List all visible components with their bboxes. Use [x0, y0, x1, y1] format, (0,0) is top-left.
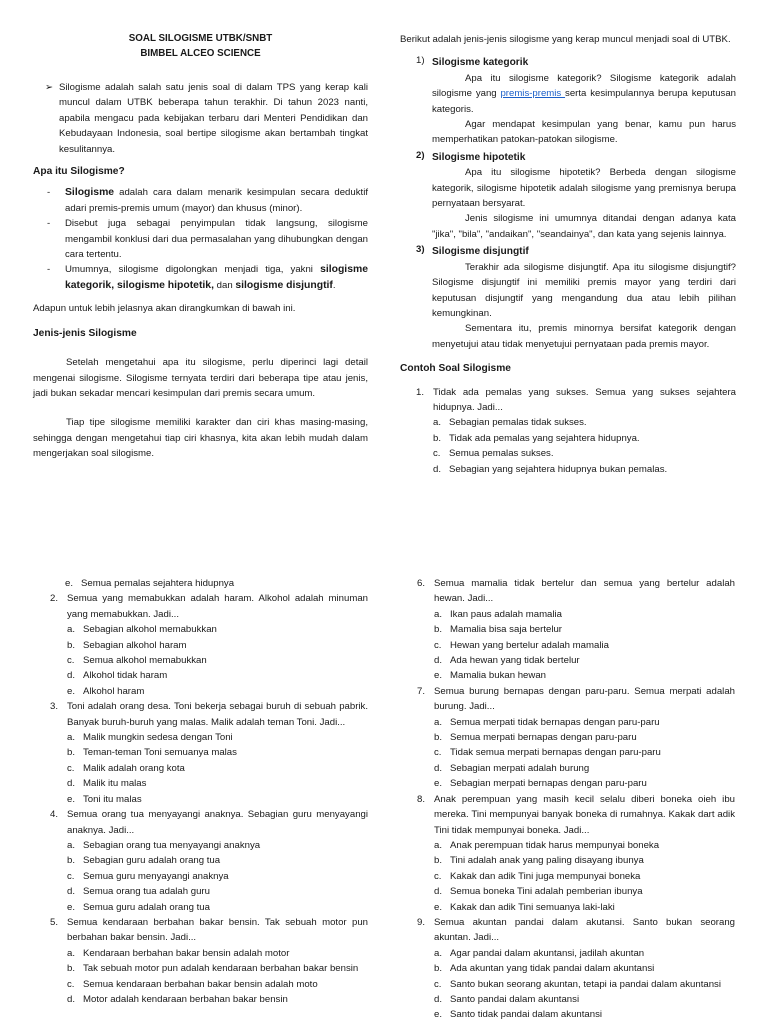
page-1-right-column	[400, 32, 736, 477]
answer-option	[434, 730, 735, 745]
answer-option	[433, 415, 736, 430]
answer-option	[434, 653, 735, 668]
question-body	[67, 807, 368, 915]
def3-bold-1: silogisme kategorik, silogisme hipotetik,	[65, 264, 368, 291]
question-number: 6.	[417, 578, 426, 589]
t1-post: serta kesimpulannya berupa keputusan kategoris.	[432, 88, 736, 115]
option-letter: e.	[434, 901, 443, 913]
option-text: Ada hewan yang tidak bertelur	[450, 655, 580, 667]
option-letter: b.	[67, 639, 76, 651]
option-letter: b.	[434, 624, 443, 636]
option-letter: a.	[67, 624, 76, 636]
answer-option	[434, 900, 735, 915]
question-options	[67, 730, 368, 807]
dash-marker: -	[47, 218, 51, 230]
answer-option	[67, 668, 368, 683]
option-text: Santo tidak pandai dalam akuntansi	[450, 1009, 603, 1021]
arrow-bullet-icon: ➢	[45, 82, 54, 93]
answer-option	[434, 946, 735, 961]
option-text: Semua guru adalah orang tua	[83, 901, 210, 913]
answer-option	[67, 653, 368, 668]
type-number: 2)	[416, 149, 425, 161]
option-letter: d.	[433, 463, 442, 475]
option-letter: a.	[434, 839, 443, 851]
option-text: Hewan yang bertelur adalah mamalia	[450, 639, 609, 651]
answer-option	[67, 792, 368, 807]
question-number: 4.	[50, 809, 59, 821]
page-2-right-column	[417, 576, 735, 1023]
t1-pre: Apa itu silogisme kategorik? Silogisme kategorik adalah silogisme yang	[432, 72, 736, 100]
answer-option	[434, 838, 735, 853]
dash-marker: -	[47, 264, 51, 276]
option-letter: c.	[434, 747, 442, 759]
definition-term: Silogisme	[65, 187, 115, 199]
option-letter: d.	[434, 886, 443, 898]
question-body	[434, 684, 735, 792]
question-text: Semua orang tua menyayangi anaknya. Sebagian guru menyayangi anaknya. Jadi...	[67, 809, 368, 836]
option-letter: a.	[67, 839, 76, 851]
option-letter: b.	[67, 747, 76, 759]
answer-option	[67, 684, 368, 699]
option-letter: e.	[67, 793, 76, 805]
answer-option	[434, 977, 735, 992]
option-letter: e.	[434, 1009, 443, 1021]
option-letter: d.	[434, 762, 443, 774]
option-text: Semua kendaraan berbahan bakar bensin adalah moto	[83, 978, 318, 990]
heading-contoh-soal: Contoh Soal Silogisme	[400, 363, 511, 375]
page-2-right-questions	[417, 576, 735, 1023]
question-item	[50, 807, 368, 915]
answer-option	[67, 884, 368, 899]
option-text: Toni itu malas	[83, 793, 142, 805]
option-text: Mamalia bisa saja bertelur	[450, 624, 562, 636]
option-letter: e.	[65, 578, 74, 589]
option-text: Malik adalah orang kota	[83, 762, 185, 774]
option-text: Malik itu malas	[83, 778, 147, 790]
option-text: Sebagian guru adalah orang tua	[83, 855, 221, 867]
option-letter: a.	[434, 608, 443, 620]
option-letter: c.	[67, 870, 75, 882]
answer-option	[434, 761, 735, 776]
question-options	[434, 715, 735, 792]
option-text: Tidak semua merpati bernapas dengan paru-paru	[450, 747, 661, 759]
question-item	[50, 699, 368, 807]
intro-paragraph: Silogisme adalah salah satu jenis soal di dalam TPS yang kerap kali muncul dalam UTBK beberapa tahun terakhir. Di tahun 2023 nanti, apabila mengacu pada kebijakan terbaru dari Menteri Pendidikan dan Kebudayaan Indonesia, soal bertipe silogisme akan bertambah tingkat kesulitannya.	[59, 82, 368, 155]
option-letter: b.	[67, 855, 76, 867]
option-letter: e.	[67, 901, 76, 913]
question-options	[434, 607, 735, 684]
option-text: Semua pemalas sukses.	[449, 448, 554, 460]
option-text: Sebagian pemalas tidak sukses.	[449, 417, 587, 429]
answer-option	[434, 992, 735, 1007]
answer-option	[67, 977, 368, 992]
page-2-left-column	[50, 576, 368, 1007]
doc-subtitle: BIMBEL ALCEO SCIENCE	[140, 47, 261, 59]
answer-option	[67, 838, 368, 853]
answer-option	[434, 884, 735, 899]
type-hipotetik-p2: Jenis silogisme ini umumnya ditandai dengan adanya kata "jika", "bila", "andaikan", "seandainya", dan kata yang sejenis lainnya.	[432, 213, 736, 240]
def3-bold-2: silogisme disjungtif	[235, 279, 333, 291]
type-kategorik	[416, 53, 736, 147]
question-body	[434, 792, 735, 915]
definition-text-2: Disebut juga sebagai penyimpulan tidak langsung, silogisme mengambil konklusi dari dua permasalahan yang dihubungkan dengan cara tertentu.	[65, 218, 368, 261]
option-text: Kakak dan adik Tini juga mempunyai boneka	[450, 870, 641, 882]
question-body	[67, 591, 368, 699]
answer-option	[434, 869, 735, 884]
option-letter: e.	[434, 670, 443, 682]
type-disjungtif-p2: Sementara itu, premis minornya bersifat kategorik dengan menyetujui atau tidak menyetujui pernyataan pada premis mayor.	[432, 323, 736, 350]
option-text: Alkohol haram	[83, 685, 145, 697]
question-item	[50, 915, 368, 1007]
option-text: Tak sebuah motor pun adalah kendaraan berbahan bakar bensin	[83, 963, 359, 975]
intro-bullet-item	[33, 80, 368, 157]
option-text: Santo bukan seorang akuntan, tetapi ia pandai dalam akuntansi	[450, 978, 721, 990]
definition-text-3	[65, 262, 368, 293]
definition-item-1	[33, 185, 368, 216]
question-text: Semua akuntan pandai dalam akutansi. Santo bukan seorang akuntan. Jadi...	[434, 916, 735, 944]
question-1	[416, 385, 736, 477]
answer-option	[434, 638, 735, 653]
option-letter: d.	[67, 993, 76, 1005]
option-letter: a.	[67, 947, 76, 959]
type-disjungtif	[416, 242, 736, 352]
question-text: Semua burung bernapas dengan paru-paru. Semua merpati adalah burung. Jadi...	[434, 685, 735, 713]
jenis-paragraph-2: Tiap tipe silogisme memiliki karakter dan ciri khas masing-masing, sehingga dengan mengetahui tiap ciri khasnya, kita akan lebih mudah dalam mengerjakan soal silogisme.	[33, 417, 368, 460]
answer-option	[67, 946, 368, 961]
question-item	[50, 591, 368, 699]
question-number: 1.	[416, 386, 425, 398]
heading-jenis: Jenis-jenis Silogisme	[33, 327, 137, 339]
option-text: Motor adalah kendaraan berbahan bakar bensin	[83, 993, 288, 1005]
answer-option	[434, 961, 735, 976]
def3-end: .	[332, 279, 336, 291]
option-letter: c.	[67, 655, 75, 667]
answer-option	[434, 622, 735, 637]
option-text: Sebagian orang tua menyayangi anaknya	[83, 839, 261, 851]
question-text: Anak perempuan yang masih kecil selalu diberi boneka oieh ibu mereka. Tini mempunyai banyak boneka di rumahnya. Kakak dart adik Tini tidak mempunyai boneka. Jadi...	[434, 793, 735, 836]
page-1-left-column	[33, 32, 368, 462]
option-text: Semua merpati tidak bernapas dengan paru-paru	[450, 716, 660, 728]
option-text: Tidak ada pemalas yang sejahtera hidupnya.	[449, 432, 640, 444]
option-letter: c.	[67, 978, 75, 990]
option-text: Sebagian merpati adalah burung	[450, 762, 590, 774]
jenis-paragraph-1: Setelah mengetahui apa itu silogisme, perlu diperinci lagi detail mengenai silogisme. Silogisme ternyata terdiri dari beberapa tipe atau jenis, jadi bukan sekadar mencari kesimpulan dari premis secara umum.	[33, 357, 368, 399]
option-text: Sebagian yang sejahtera hidupnya bukan pemalas.	[449, 463, 668, 475]
option-text: Sebagian merpati bernapas dengan paru-paru	[450, 778, 647, 790]
answer-option	[67, 900, 368, 915]
answer-option	[67, 869, 368, 884]
option-letter: c.	[434, 639, 442, 651]
question-item	[417, 576, 735, 684]
option-letter: b.	[433, 432, 442, 444]
option-letter: a.	[67, 732, 76, 744]
option-text: Semua boneka Tini adalah pemberian ibunya	[450, 886, 643, 898]
question-text: Semua mamalia tidak bertelur dan semua yang bertelur adalah hewan. Jadi...	[434, 578, 735, 605]
question-number: 3.	[50, 701, 59, 713]
option-text: Sebagian alkohol memabukkan	[83, 624, 217, 636]
page-2	[0, 572, 768, 1024]
option-text: Anak perempuan tidak harus mempunyai boneka	[450, 839, 660, 851]
question-1-option-e	[65, 576, 368, 591]
option-letter: b.	[434, 732, 443, 744]
type-hipotetik-p1: Apa itu silogisme hipotetik? Berbeda dengan silogisme kategorik, silogisme hipotetik adalah silogisme yang premisnya berupa pernyataan bersyarat.	[432, 167, 736, 210]
answer-option	[434, 668, 735, 683]
option-letter: b.	[67, 963, 76, 975]
premis-link[interactable]: premis-premis	[500, 88, 566, 100]
option-letter: c.	[434, 870, 442, 882]
option-letter: b.	[434, 855, 443, 867]
question-item	[417, 915, 735, 1023]
option-letter: e.	[67, 685, 76, 697]
question-body	[67, 915, 368, 1007]
option-letter: b.	[434, 963, 443, 975]
answer-option	[434, 607, 735, 622]
option-letter: d.	[67, 778, 76, 790]
option-text: Ikan paus adalah mamalia	[450, 608, 562, 620]
option-letter: a.	[434, 947, 443, 959]
definition-text-1	[65, 185, 368, 216]
type-hipotetik-title: Silogisme hipotetik	[432, 151, 526, 163]
definition-item-3	[33, 262, 368, 293]
answer-option	[67, 761, 368, 776]
type-hipotetik	[416, 148, 736, 242]
type-disjungtif-p1: Terakhir ada silogisme disjungtif. Apa itu silogisme disjungtif? Silogisme disjungtif ini memiliki premis mayor yang terdiri dari keputusan disjungtif yang mengandung dua atau lebih pilihan kemungkinan.	[432, 261, 736, 319]
type-number: 1)	[416, 55, 425, 67]
option-letter: e.	[434, 778, 443, 790]
question-options	[67, 622, 368, 699]
answer-option	[67, 622, 368, 637]
question-options	[434, 838, 735, 915]
answer-option	[434, 1007, 735, 1022]
types-lead: Berikut adalah jenis-jenis silogisme yang kerap muncul menjadi soal di UTBK.	[400, 34, 731, 45]
answer-option	[433, 431, 736, 446]
question-number: 2.	[50, 593, 59, 605]
answer-option	[433, 462, 736, 477]
option-text: Agar pandai dalam akuntansi, jadilah akuntan	[450, 947, 645, 959]
option-letter: c.	[434, 978, 442, 990]
option-text: Kendaraan berbahan bakar bensin adalah motor	[83, 947, 290, 959]
option-text: Sebagian alkohol haram	[83, 639, 187, 651]
definition-rest: adalah cara dalam menarik kesimpulan secara deduktif adari premis-premis umum (mayor) dan khusus (minor).	[65, 187, 368, 214]
option-text: Santo pandai dalam akuntansi	[450, 993, 580, 1005]
def3-pre: Umumnya, silogisme digolongkan menjadi tiga, yakni	[65, 264, 321, 276]
type-number: 3)	[416, 244, 425, 256]
answer-option	[67, 730, 368, 745]
option-letter: a.	[434, 716, 443, 728]
option-text: Semua pemalas sejahtera hidupnya	[81, 578, 235, 589]
question-body	[67, 699, 368, 807]
answer-option	[434, 745, 735, 760]
answer-option	[433, 446, 736, 461]
option-text: Tini adalah anak yang paling disayang ibunya	[450, 855, 644, 867]
question-number: 9.	[417, 916, 426, 928]
option-letter: d.	[67, 670, 76, 682]
definition-item-2	[33, 216, 368, 262]
question-options	[67, 946, 368, 1008]
answer-option	[67, 992, 368, 1007]
option-text: Semua merpati bernapas dengan paru-paru	[450, 732, 637, 744]
question-number: 5.	[50, 916, 59, 928]
option-text: Semua alkohol memabukkan	[83, 655, 207, 667]
question-body	[434, 915, 735, 1023]
question-options	[434, 946, 735, 1023]
question-item	[417, 792, 735, 915]
option-letter: d.	[434, 993, 443, 1005]
question-text: Semua yang memabukkan adalah haram. Alkohol adalah minuman yang memabukkan. Jadi...	[67, 593, 368, 620]
answer-option	[67, 853, 368, 868]
question-body	[434, 576, 735, 684]
type-kategorik-p1	[432, 71, 736, 117]
type-disjungtif-title: Silogisme disjungtif	[432, 246, 529, 258]
def3-mid: dan	[213, 279, 236, 291]
answer-option	[67, 638, 368, 653]
option-letter: c.	[67, 762, 75, 774]
question-number: 8.	[417, 793, 426, 805]
option-letter: c.	[433, 448, 441, 460]
option-text: Ada akuntan yang tidak pandai dalam akuntansi	[450, 963, 655, 975]
answer-option	[67, 745, 368, 760]
question-item	[417, 684, 735, 792]
question-number: 7.	[417, 685, 426, 697]
heading-apa-itu: Apa itu Silogisme?	[33, 166, 125, 178]
page-2-left-questions	[50, 591, 368, 1007]
option-letter: a.	[433, 417, 442, 429]
question-text: Semua kendaraan berbahan bakar bensin. Tak sebuah motor pun berbahan bakar bensin. Jadi...	[67, 916, 368, 944]
question-1-text: Tidak ada pemalas yang sukses. Semua yang sukses sejahtera hidupnya. Jadi...	[433, 386, 736, 413]
answer-option	[434, 853, 735, 868]
option-letter: d.	[67, 886, 76, 898]
option-letter: d.	[434, 655, 443, 667]
option-text: Semua guru menyayangi anaknya	[83, 870, 229, 882]
type-kategorik-title: Silogisme kategorik	[432, 57, 529, 69]
option-text: Kakak dan adik Tini semuanya laki-laki	[450, 901, 615, 913]
option-text: Semua orang tua adalah guru	[83, 886, 210, 898]
summary-line: Adapun untuk lebih jelasnya akan dirangkumkan di bawah ini.	[33, 303, 296, 315]
answer-option	[67, 776, 368, 791]
doc-title: SOAL SILOGISME UTBK/SNBT	[128, 33, 273, 44]
option-text: Teman-teman Toni semuanya malas	[83, 747, 237, 759]
option-text: Malik mungkin sedesa dengan Toni	[83, 732, 233, 744]
answer-option	[434, 776, 735, 791]
type-kategorik-p2: Agar mendapat kesimpulan yang benar, kamu pun harus memperhatikan patokan-patokan silogisme.	[432, 119, 736, 146]
dash-marker: -	[47, 187, 51, 199]
option-text: Alkohol tidak haram	[83, 670, 168, 682]
option-text: Mamalia bukan hewan	[450, 670, 546, 682]
question-options	[67, 838, 368, 915]
answer-option	[67, 961, 368, 976]
answer-option	[434, 715, 735, 730]
question-1-options	[433, 415, 736, 477]
question-text: Toni adalah orang desa. Toni bekerja sebagai buruh di sebuah pabrik. Banyak buruh-buruh yang malas. Malik adalah teman Toni. Jadi...	[67, 701, 368, 728]
